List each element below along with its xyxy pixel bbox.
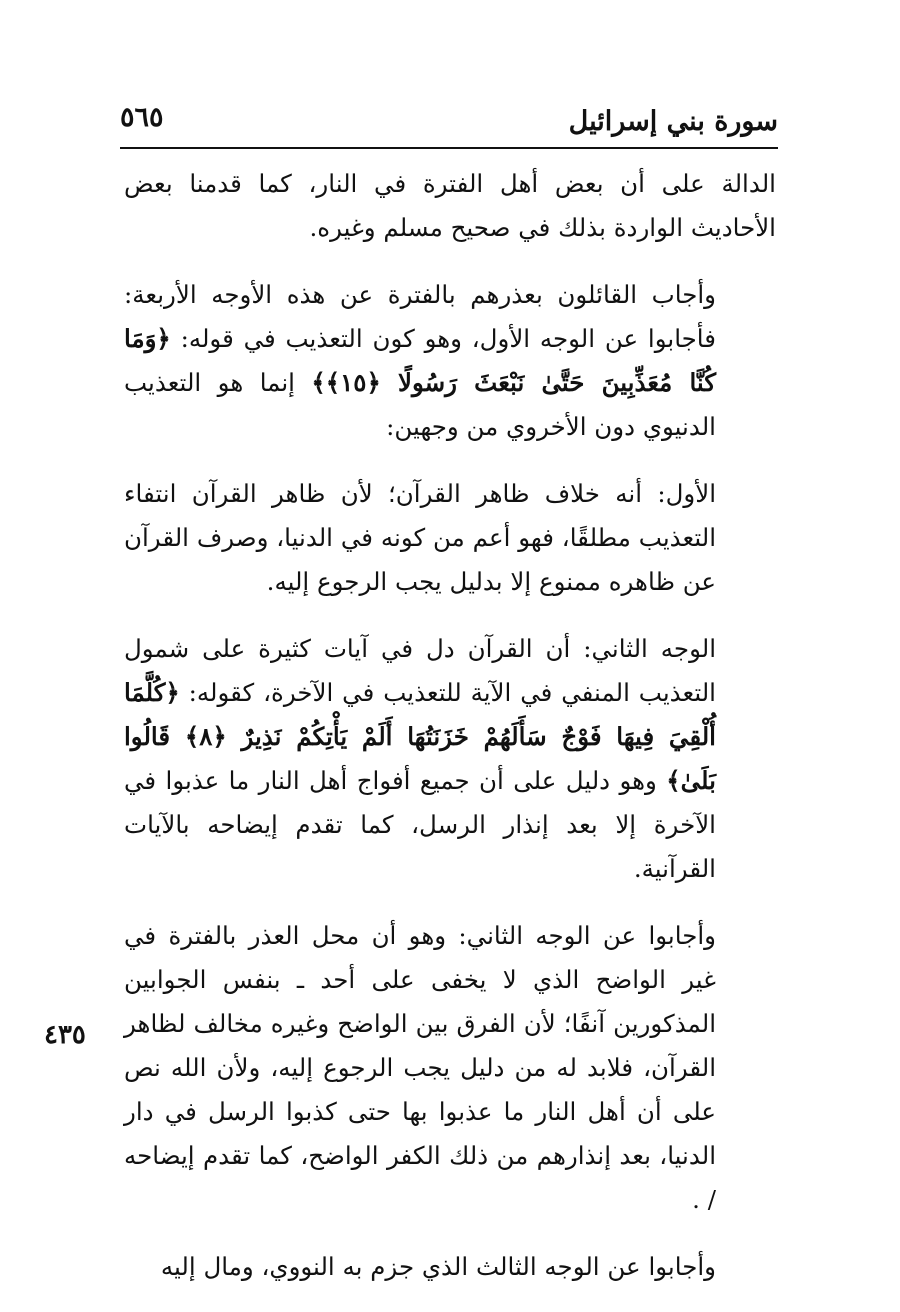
paragraph-text: الدالة على أن بعض أهل الفترة في النار، كما قدمنا بعض الأحاديث الواردة بذلك في صحيح مسلم وغيره. bbox=[124, 169, 776, 242]
header-divider bbox=[120, 147, 778, 149]
paragraph-6 bbox=[124, 1245, 776, 1289]
page-header bbox=[120, 100, 778, 150]
paragraph-2 bbox=[124, 273, 776, 449]
page-number: ٥٦٥ bbox=[120, 102, 164, 133]
paragraph-text: وأجابوا عن الوجه الثاني: وهو أن محل العذر بالفترة في غير الواضح الذي لا يخفى على أحد ـ بنفس الجوابين المذكورين آنفًا؛ لأن الفرق بين الواضح وغيره مخالف لظاهر القرآن، فلابد له من دليل يجب الرجوع إليه، ولأن الله نص على أن أهل النار ما عذبوا بها حتى كذبوا الرسل في دار الدنيا، بعد إنذارهم من ذلك الكفر الواضح، كما تقدم إيضاحه / . bbox=[124, 921, 716, 1214]
paragraph-text: الأول: أنه خلاف ظاهر القرآن؛ لأن ظاهر القرآن انتفاء التعذيب مطلقًا، فهو أعم من كونه في الدنيا، وصرف القرآن عن ظاهره ممنوع إلا بدليل يجب الرجوع إليه. bbox=[124, 479, 716, 596]
quran-verse: ﴿وَمَا كُنَّا مُعَذِّبِينَ حَتَّىٰ نَبْعَثَ رَسُولًا ﴿١٥﴾﴾ bbox=[124, 324, 716, 397]
paragraph-text: الوجه الثاني: أن القرآن دل في آيات كثيرة على شمول التعذيب المنفي في الآية للتعذيب في الآخرة، كقوله: bbox=[124, 634, 716, 707]
paragraph-text: وهو دليل على أن جميع أفواج أهل النار ما عذبوا في الآخرة إلا بعد إنذار الرسل، كما تقدم إيضاحه بالآيات القرآنية. bbox=[124, 766, 716, 883]
paragraph-text: إنما هو التعذيب الدنيوي دون الأخروي من وجهين: bbox=[124, 368, 716, 441]
paragraph-1 bbox=[124, 162, 776, 250]
body-text bbox=[124, 162, 776, 1312]
margin-page-number: ٤٣٥ bbox=[44, 1020, 86, 1050]
quran-verse: ﴿كُلَّمَا أُلْقِيَ فِيهَا فَوْجٌ سَأَلَهُمْ خَزَنَتُهَا أَلَمْ يَأْتِكُمْ نَذِيرٌ ﴿٨﴾ قَالُوا بَلَىٰ﴾ bbox=[124, 678, 716, 795]
paragraph-5 bbox=[124, 914, 776, 1222]
paragraph-text: وأجابوا عن الوجه الثالث الذي جزم به النووي، ومال إليه bbox=[160, 1252, 716, 1281]
paragraph-4 bbox=[124, 627, 776, 891]
paragraph-text: وأجاب القائلون بعذرهم بالفترة عن هذه الأوجه الأربعة: فأجابوا عن الوجه الأول، وهو كون التعذيب في قوله: bbox=[124, 280, 716, 353]
running-title: سورة بني إسرائيل bbox=[568, 106, 778, 137]
paragraph-3 bbox=[124, 472, 776, 604]
